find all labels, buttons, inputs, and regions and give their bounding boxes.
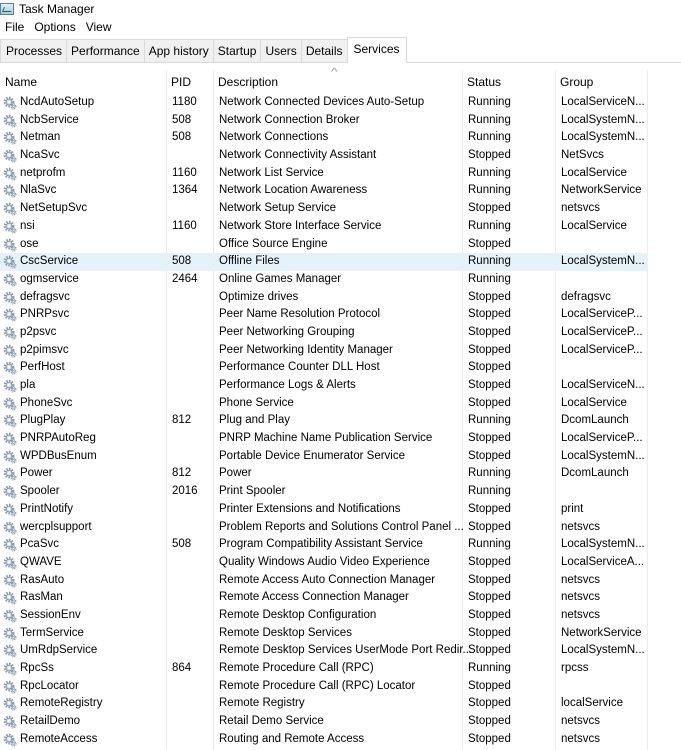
table-row[interactable]	[0, 448, 648, 466]
service-gear-icon	[3, 114, 17, 128]
table-row[interactable]	[0, 253, 648, 271]
service-group: NetworkService	[561, 184, 642, 197]
table-row[interactable]	[0, 465, 648, 483]
service-pid: 508	[172, 113, 192, 126]
service-group: LocalServiceN...	[561, 379, 645, 391]
service-gear-icon	[3, 697, 17, 711]
service-description: Plug and Play	[219, 414, 290, 427]
service-group: LocalService	[561, 396, 627, 409]
column-header-pid[interactable]: PID	[171, 75, 192, 89]
service-name: RemoteRegistry	[20, 697, 103, 710]
service-group: LocalSystemN...	[561, 644, 645, 657]
title-bar	[0, 0, 681, 18]
service-status: Running	[468, 166, 511, 179]
service-name: TermService	[20, 626, 84, 639]
service-gear-icon	[3, 662, 17, 676]
service-status: Stopped	[468, 449, 511, 462]
service-status: Stopped	[468, 432, 511, 445]
service-name: WPDBusEnum	[20, 449, 97, 462]
service-group: localService	[561, 697, 623, 710]
service-description: Offline Files	[219, 255, 280, 268]
table-row[interactable]	[0, 607, 648, 625]
table-row[interactable]	[0, 271, 648, 289]
services-table	[0, 70, 681, 92]
table-row[interactable]	[0, 519, 648, 537]
service-pid: 812	[172, 467, 192, 480]
service-description: Remote Desktop Services	[219, 626, 352, 639]
service-description: Problem Reports and Solutions Control Panel ...	[219, 520, 464, 533]
service-status: Stopped	[468, 308, 511, 321]
table-row[interactable]	[0, 289, 648, 307]
service-description: Network Location Awareness	[219, 184, 368, 197]
service-gear-icon	[3, 521, 17, 535]
table-row[interactable]	[0, 483, 648, 501]
table-row[interactable]	[0, 572, 648, 590]
service-status: Stopped	[468, 715, 511, 728]
service-name: pla	[20, 379, 36, 391]
service-name: SessionEnv	[20, 608, 81, 621]
service-description: Remote Access Connection Manager	[219, 591, 409, 604]
service-description: Network Connectivity Assistant	[219, 149, 377, 162]
service-name: ose	[20, 237, 39, 250]
service-name: QWAVE	[20, 555, 62, 568]
table-row[interactable]	[0, 536, 648, 554]
service-status: Stopped	[468, 396, 511, 409]
table-row[interactable]	[0, 182, 648, 200]
service-name: PlugPlay	[20, 414, 66, 427]
tab-details[interactable]: Details	[301, 39, 347, 62]
service-gear-icon	[3, 591, 17, 605]
service-description: Peer Networking Identity Manager	[219, 343, 393, 356]
service-status: Running	[468, 272, 511, 285]
service-description: Remote Procedure Call (RPC)	[219, 662, 374, 674]
service-status: Running	[468, 96, 511, 108]
table-row[interactable]	[0, 713, 648, 731]
service-group: NetworkService	[561, 626, 642, 639]
service-description: Retail Demo Service	[219, 715, 324, 728]
service-description: Remote Desktop Services UserMode Port Redir...	[219, 644, 473, 657]
tab-users[interactable]: Users	[260, 39, 300, 62]
service-name: PrintNotify	[20, 502, 74, 515]
service-status: Stopped	[468, 697, 511, 710]
service-group: LocalSystemN...	[561, 131, 645, 144]
service-status: Stopped	[468, 237, 511, 250]
service-description: Peer Networking Grouping	[219, 325, 355, 338]
service-gear-icon	[3, 644, 17, 658]
service-group: LocalServiceP...	[561, 308, 643, 321]
service-status: Running	[468, 113, 511, 126]
service-description: Optimize drives	[219, 290, 299, 303]
service-name: p2psvc	[20, 325, 57, 338]
service-description: Network Connected Devices Auto-Setup	[219, 96, 425, 108]
service-name: RemoteAccess	[20, 732, 98, 745]
service-name: PNRPAutoReg	[20, 432, 96, 445]
service-status: Running	[468, 131, 511, 144]
service-status: Running	[468, 485, 511, 498]
table-row[interactable]	[0, 430, 648, 448]
service-status: Stopped	[468, 732, 511, 745]
table-body	[0, 94, 648, 748]
service-description: Remote Access Auto Connection Manager	[219, 573, 436, 586]
service-group: netsvcs	[561, 608, 600, 621]
tab-startup[interactable]: Startup	[213, 39, 261, 62]
service-gear-icon	[3, 379, 17, 393]
service-group: NetSvcs	[561, 149, 604, 162]
table-row[interactable]	[0, 501, 648, 519]
service-name: nsi	[20, 219, 35, 232]
service-status: Stopped	[468, 555, 511, 568]
service-pid: 508	[172, 131, 192, 144]
service-gear-icon	[3, 326, 17, 340]
service-gear-icon	[3, 131, 17, 145]
service-group: LocalSystemN...	[561, 449, 645, 462]
tab-processes[interactable]: Processes	[0, 39, 66, 62]
service-name: UmRdpService	[20, 644, 98, 657]
tab-services[interactable]: Services	[347, 37, 407, 63]
service-status: Stopped	[468, 626, 511, 639]
service-gear-icon	[3, 96, 17, 110]
service-status: Running	[468, 219, 511, 232]
service-name: Power	[20, 467, 53, 480]
service-description: Network Connections	[219, 131, 329, 144]
service-gear-icon	[3, 308, 17, 322]
service-group: LocalServiceA...	[561, 555, 645, 568]
service-name: PcaSvc	[20, 538, 59, 551]
service-name: p2pimsvc	[20, 343, 69, 356]
service-group: LocalSystemN...	[561, 538, 645, 551]
service-gear-icon	[3, 680, 17, 694]
window-title: Task Manager	[19, 2, 95, 16]
table-row[interactable]	[0, 306, 648, 324]
service-description: Quality Windows Audio Video Experience	[219, 555, 430, 568]
service-group: netsvcs	[561, 715, 600, 728]
service-status: Running	[468, 662, 511, 674]
service-name: PerfHost	[20, 361, 65, 374]
service-description: Phone Service	[219, 396, 294, 409]
service-group: LocalService	[561, 219, 627, 232]
service-group: DcomLaunch	[561, 414, 629, 427]
service-group: LocalServiceP...	[561, 325, 643, 338]
service-name: wercplsupport	[20, 520, 92, 533]
service-description: Printer Extensions and Notifications	[219, 502, 401, 515]
service-gear-icon	[3, 715, 17, 729]
service-status: Running	[468, 538, 511, 551]
service-name: PhoneSvc	[20, 396, 73, 409]
service-status: Stopped	[468, 343, 511, 356]
column-header-name[interactable]: Name	[5, 75, 38, 89]
service-name: RasMan	[20, 591, 63, 604]
service-pid: 2464	[172, 272, 198, 285]
service-description: Remote Procedure Call (RPC) Locator	[219, 679, 416, 692]
service-status: Running	[468, 184, 511, 197]
service-status: Stopped	[468, 608, 511, 621]
service-status: Running	[468, 255, 511, 268]
service-name: ogmservice	[20, 272, 79, 285]
service-description: Network List Service	[219, 166, 324, 179]
service-description: Network Setup Service	[219, 202, 336, 215]
service-pid: 812	[172, 414, 192, 427]
service-description: Office Source Engine	[219, 237, 328, 250]
service-group: DcomLaunch	[561, 467, 629, 480]
service-group: defragsvc	[561, 290, 611, 303]
service-description: Remote Desktop Configuration	[219, 608, 377, 621]
table-row[interactable]	[0, 200, 648, 218]
service-status: Stopped	[468, 379, 511, 391]
table-row[interactable]	[0, 218, 648, 236]
service-pid: 1160	[172, 166, 197, 179]
table-header	[0, 70, 681, 92]
service-description: PNRP Machine Name Publication Service	[219, 432, 433, 445]
table-row[interactable]	[0, 678, 648, 696]
table-row[interactable]	[0, 359, 648, 377]
service-group: rpcss	[561, 662, 589, 674]
service-gear-icon	[3, 733, 17, 747]
service-gear-icon	[3, 397, 17, 411]
service-group: LocalServiceN...	[561, 96, 645, 108]
column-header-description[interactable]: Description	[218, 75, 279, 89]
service-name: RasAuto	[20, 573, 65, 586]
service-status: Stopped	[468, 361, 511, 374]
service-group: netsvcs	[561, 591, 600, 604]
service-status: Stopped	[468, 591, 511, 604]
service-gear-icon	[3, 538, 17, 552]
service-status: Stopped	[468, 149, 511, 162]
service-status: Stopped	[468, 644, 511, 657]
service-name: RpcLocator	[20, 679, 79, 692]
menu-options[interactable]: Options	[34, 19, 76, 34]
table-row[interactable]	[0, 395, 648, 413]
service-description: Performance Counter DLL Host	[219, 361, 380, 374]
service-name: NetSetupSvc	[20, 202, 88, 215]
service-name: Netman	[20, 131, 61, 144]
service-description: Peer Name Resolution Protocol	[219, 308, 381, 321]
service-name: NcbService	[20, 113, 79, 126]
service-gear-icon	[3, 432, 17, 446]
tab-strip	[0, 37, 681, 63]
service-gear-icon	[3, 344, 17, 358]
service-pid: 2016	[172, 485, 198, 498]
service-name: CscService	[20, 255, 79, 268]
service-name: Spooler	[20, 485, 60, 498]
service-gear-icon	[3, 220, 17, 234]
service-description: Routing and Remote Access	[219, 732, 365, 745]
service-description: Network Store Interface Service	[219, 219, 382, 232]
service-status: Stopped	[468, 502, 511, 515]
tab-performance[interactable]: Performance	[66, 39, 144, 62]
service-status: Stopped	[468, 520, 511, 533]
service-gear-icon	[3, 467, 17, 481]
service-gear-icon	[3, 184, 17, 198]
service-name: netprofm	[20, 166, 66, 179]
service-status: Stopped	[468, 202, 511, 215]
service-group: netsvcs	[561, 520, 600, 533]
service-gear-icon	[3, 574, 17, 588]
table-row[interactable]	[0, 660, 648, 678]
service-gear-icon	[3, 503, 17, 517]
service-status: Stopped	[468, 290, 511, 303]
service-gear-icon	[3, 414, 17, 428]
service-description: Program Compatibility Assistant Service	[219, 538, 423, 551]
service-description: Remote Registry	[219, 697, 305, 710]
table-row[interactable]	[0, 695, 648, 713]
table-row[interactable]	[0, 731, 648, 749]
service-group: LocalSystemN...	[561, 113, 645, 126]
service-name: RetailDemo	[20, 715, 81, 728]
table-row[interactable]	[0, 236, 648, 254]
service-status: Running	[468, 414, 511, 427]
service-gear-icon	[3, 202, 17, 216]
service-description: Power	[219, 467, 252, 480]
menu-view[interactable]: View	[85, 19, 112, 34]
service-pid: 1364	[172, 184, 198, 197]
service-name: NcaSvc	[20, 149, 60, 162]
service-pid: 508	[172, 255, 192, 268]
column-header-status[interactable]: Status	[467, 75, 502, 89]
service-pid: 1180	[172, 96, 197, 108]
column-header-group[interactable]: Group	[560, 75, 594, 89]
service-name: PNRPsvc	[20, 308, 70, 321]
service-group: netsvcs	[561, 202, 600, 215]
service-gear-icon	[3, 273, 17, 287]
sort-indicator-icon: ^	[331, 67, 338, 78]
service-gear-icon	[3, 556, 17, 570]
service-group: print	[561, 502, 584, 515]
table-row[interactable]	[0, 94, 648, 112]
table-row[interactable]	[0, 147, 648, 165]
service-gear-icon	[3, 149, 17, 163]
service-description: Online Games Manager	[219, 272, 342, 285]
service-pid: 864	[172, 662, 192, 674]
table-row[interactable]	[0, 112, 648, 130]
service-name: defragsvc	[20, 290, 70, 303]
service-gear-icon	[3, 255, 17, 269]
table-row[interactable]	[0, 412, 648, 430]
service-pid: 1160	[172, 219, 197, 232]
table-row[interactable]	[0, 377, 648, 395]
service-gear-icon	[3, 167, 17, 181]
service-gear-icon	[3, 485, 17, 499]
service-group: netsvcs	[561, 573, 600, 586]
service-gear-icon	[3, 627, 17, 641]
table-row[interactable]	[0, 324, 648, 342]
service-group: LocalServiceP...	[561, 343, 643, 356]
service-name: NlaSvc	[20, 184, 57, 197]
service-gear-icon	[3, 291, 17, 305]
service-gear-icon	[3, 450, 17, 464]
table-row[interactable]	[0, 642, 648, 660]
table-row[interactable]	[0, 589, 648, 607]
service-gear-icon	[3, 238, 17, 252]
service-status: Stopped	[468, 679, 511, 692]
service-name: RpcSs	[20, 662, 54, 674]
service-pid: 508	[172, 538, 192, 551]
table-row[interactable]	[0, 554, 648, 572]
service-group: LocalSystemN...	[561, 255, 645, 268]
service-description: Print Spooler	[219, 485, 286, 498]
service-gear-icon	[3, 609, 17, 623]
service-gear-icon	[3, 361, 17, 375]
service-description: Performance Logs & Alerts	[219, 379, 356, 391]
service-group: LocalServiceP...	[561, 432, 643, 445]
task-manager-icon	[0, 3, 14, 15]
table-row[interactable]	[0, 625, 648, 643]
service-group: LocalService	[561, 166, 627, 179]
service-description: Network Connection Broker	[219, 113, 360, 126]
menu-file[interactable]: File	[5, 19, 25, 34]
table-row[interactable]	[0, 129, 648, 147]
tab-app-history[interactable]: App history	[144, 39, 213, 62]
service-status: Stopped	[468, 325, 511, 338]
menu-bar	[0, 18, 117, 35]
table-row[interactable]	[0, 342, 648, 360]
service-name: NcdAutoSetup	[20, 96, 95, 108]
service-description: Portable Device Enumerator Service	[219, 449, 405, 462]
service-status: Running	[468, 467, 511, 480]
service-status: Stopped	[468, 573, 511, 586]
service-group: netsvcs	[561, 732, 600, 745]
table-row[interactable]	[0, 165, 648, 183]
